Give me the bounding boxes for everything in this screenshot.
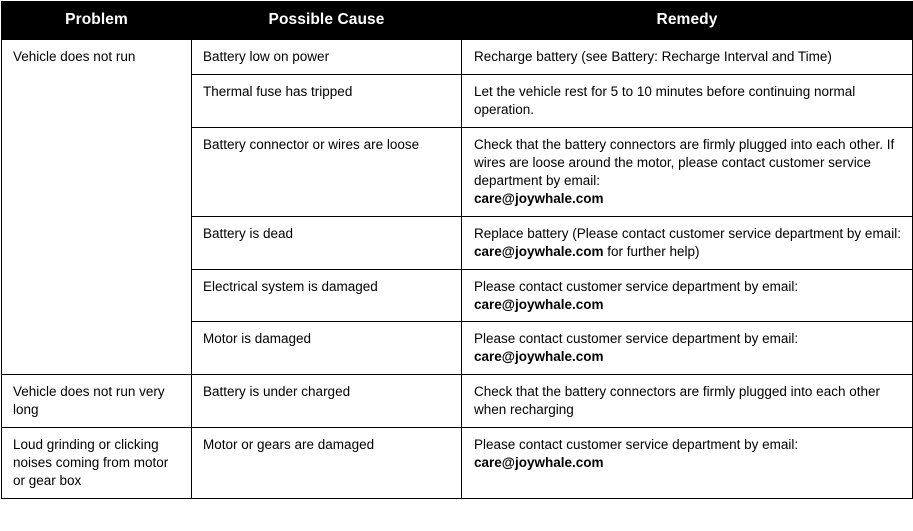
- problem-cell: Loud grinding or clicking noises coming from motor or gear box: [2, 428, 192, 499]
- table-header-row: [2, 2, 913, 40]
- remedy-text: Please contact customer service department by email:: [474, 331, 799, 347]
- table-row: [2, 40, 913, 75]
- support-email: care@joywhale.com: [474, 455, 604, 471]
- remedy-text: Let the vehicle rest for 5 to 10 minutes before continuing normal operation.: [474, 83, 856, 117]
- remedy-cell: [462, 322, 913, 375]
- possible-cause-cell: Battery is dead: [192, 216, 462, 269]
- possible-cause-cell: Motor or gears are damaged: [192, 428, 462, 499]
- remedy-cell: [462, 127, 913, 216]
- possible-cause-cell: Battery low on power: [192, 40, 462, 75]
- table-body: [2, 40, 913, 499]
- support-email: care@joywhale.com: [474, 349, 604, 365]
- table-header: [2, 2, 913, 40]
- remedy-text: Check that the battery connectors are firmly plugged into each other when recharging: [474, 384, 880, 418]
- remedy-cell: [462, 74, 913, 127]
- remedy-text: Please contact customer service department by email:: [474, 278, 799, 294]
- remedy-text: Please contact customer service department by email:: [474, 437, 799, 453]
- table-row: [2, 428, 913, 499]
- possible-cause-cell: Thermal fuse has tripped: [192, 74, 462, 127]
- possible-cause-cell: Motor is damaged: [192, 322, 462, 375]
- column-header-remedy: Remedy: [462, 2, 913, 40]
- problem-cell: Vehicle does not run very long: [2, 375, 192, 428]
- remedy-cell: [462, 428, 913, 499]
- support-email: care@joywhale.com: [474, 190, 604, 206]
- remedy-text: Replace battery (Please contact customer service department by email:: [474, 225, 901, 241]
- possible-cause-cell: Battery is under charged: [192, 375, 462, 428]
- problem-cell: Vehicle does not run: [2, 40, 192, 375]
- column-header-possible-cause: Possible Cause: [192, 2, 462, 40]
- table-row: [2, 375, 913, 428]
- remedy-text: Recharge battery (see Battery: Recharge Interval and Time): [474, 49, 832, 64]
- remedy-cell: [462, 269, 913, 322]
- column-header-problem: Problem: [2, 2, 192, 40]
- remedy-text: for further help): [603, 243, 700, 259]
- remedy-cell: [462, 40, 913, 75]
- troubleshooting-sheet: [0, 1, 913, 531]
- troubleshooting-table: [1, 1, 913, 499]
- possible-cause-cell: Battery connector or wires are loose: [192, 127, 462, 216]
- support-email: care@joywhale.com: [474, 296, 604, 312]
- remedy-cell: [462, 216, 913, 269]
- remedy-cell: [462, 375, 913, 428]
- support-email: care@joywhale.com: [474, 243, 604, 259]
- possible-cause-cell: Electrical system is damaged: [192, 269, 462, 322]
- remedy-text: Check that the battery connectors are firmly plugged into each other. If wires are loose around the motor, please contact customer service department by email:: [474, 136, 895, 188]
